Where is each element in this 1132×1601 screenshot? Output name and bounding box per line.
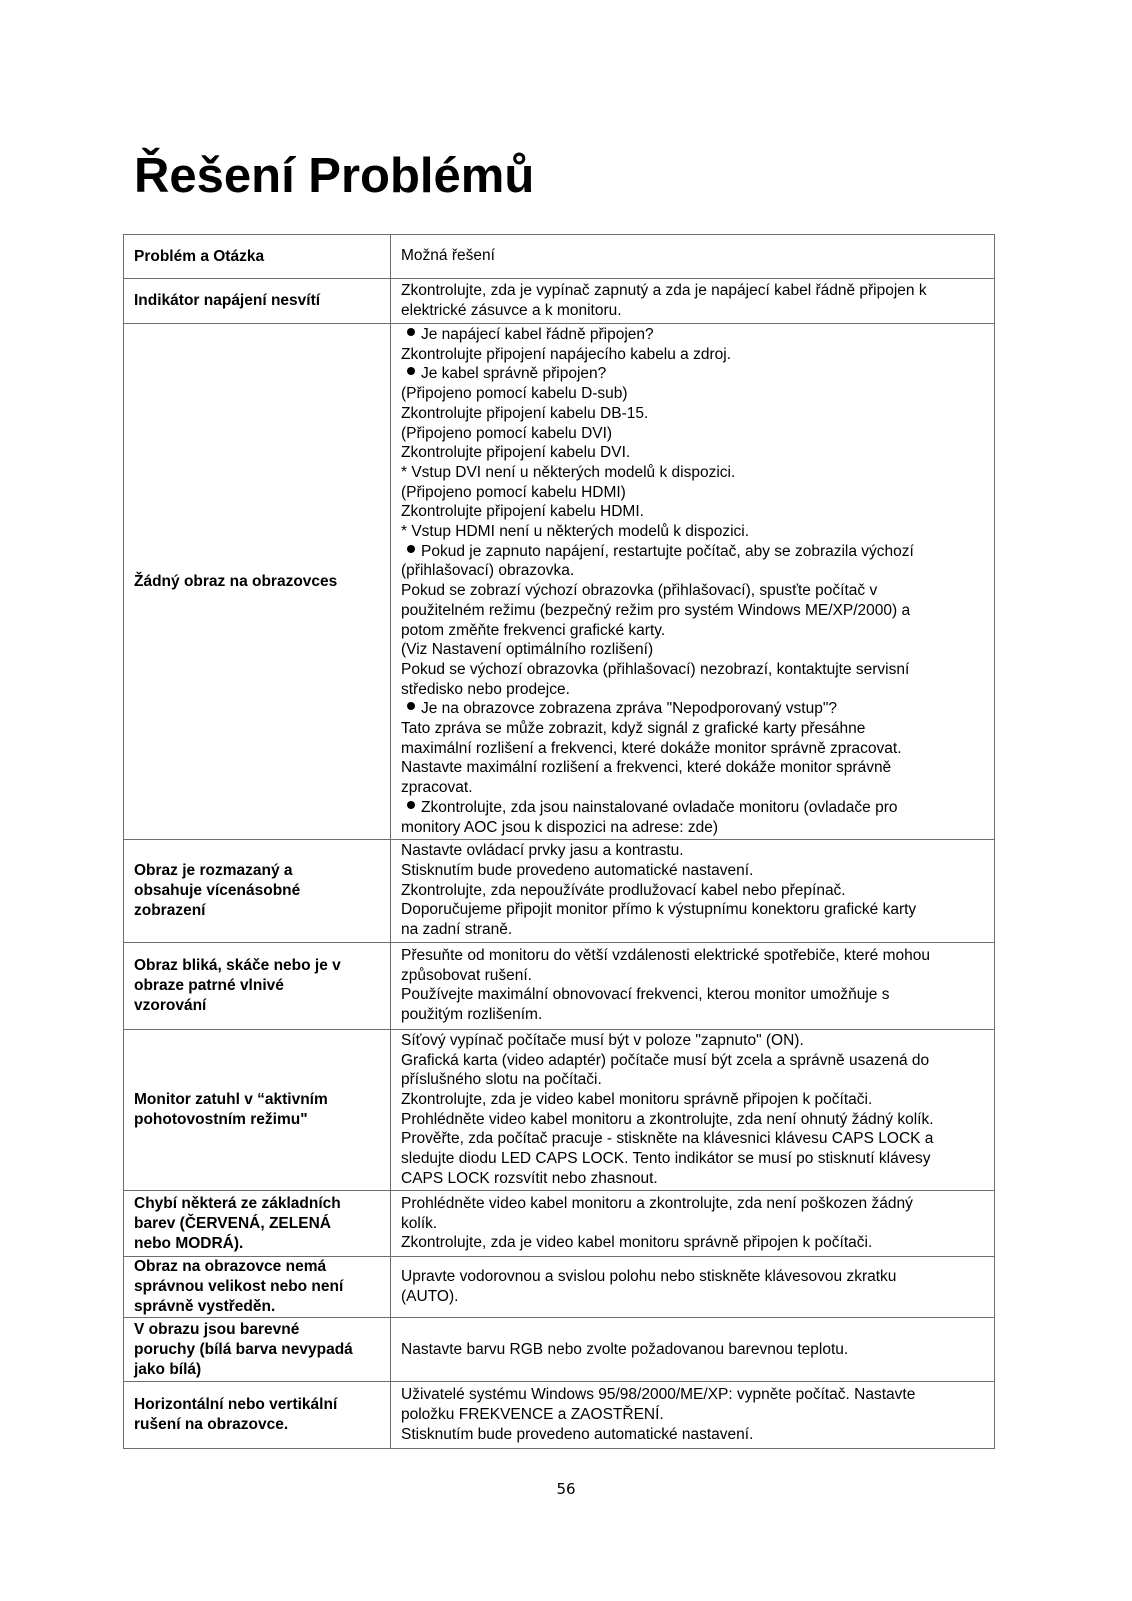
solution-text: položku FREKVENCE a ZAOSTŘENÍ. (401, 1406, 664, 1424)
problem-cell (124, 279, 391, 324)
solution-text: Pokud se zobrazí výchozí obrazovka (přihlašovací), spusťte počítač v (401, 582, 878, 600)
solution-line (401, 881, 986, 901)
solution-line (401, 384, 986, 404)
solution-cell (391, 1382, 995, 1449)
problem-cell (124, 942, 391, 1029)
solution-text: (Připojeno pomocí kabelu D-sub) (401, 385, 628, 403)
solution-text: Pokud je zapnuto napájení, restartujte počítač, aby se zobrazila výchozí (421, 542, 914, 560)
table-row (124, 1191, 995, 1257)
problem-text-line: nebo MODRÁ). (134, 1234, 244, 1252)
table-row (124, 1257, 995, 1318)
solution-text: Používejte maximální obnovovací frekvenci, kterou monitor umožňuje s (401, 986, 890, 1004)
solution-column-header: Možná řešení (391, 235, 995, 279)
solution-line (401, 798, 986, 818)
solution-line (401, 1129, 986, 1149)
solution-cell (391, 324, 995, 840)
problem-text-line: Obraz bliká, skáče nebo je v (134, 956, 341, 974)
solution-cell (391, 1191, 995, 1257)
table-row (124, 279, 995, 324)
solution-line (401, 920, 986, 940)
problem-text-line: jako bílá) (134, 1360, 202, 1378)
solution-text: Zkontrolujte připojení kabelu DVI. (401, 444, 631, 462)
problem-text-line: pohotovostním režimu" (134, 1111, 308, 1129)
solution-text: Síťový vypínač počítače musí být v poloze "zapnuto" (ON). (401, 1031, 804, 1049)
table-body (124, 235, 995, 1449)
solution-text: Nastavte barvu RGB nebo zvolte požadovanou barevnou teplotu. (401, 1340, 849, 1358)
solution-line (401, 1005, 986, 1025)
problem-text-line: správně vystředěn. (134, 1298, 276, 1316)
solution-line (401, 1070, 986, 1090)
solution-text: Upravte vodorovnou a svislou polohu nebo stiskněte klávesovou zkratku (401, 1268, 897, 1286)
solution-line (401, 1425, 986, 1445)
solution-line (401, 1031, 986, 1051)
solution-cell (391, 1029, 995, 1191)
table-row (124, 324, 995, 840)
solution-line (401, 946, 986, 966)
solution-line (401, 1110, 986, 1130)
solution-text: Přesuňte od monitoru do větší vzdálenosti elektrické spotřebiče, které mohou (401, 946, 930, 964)
problem-cell (124, 1382, 391, 1449)
table-row (124, 1382, 995, 1449)
bullet-icon (407, 367, 415, 375)
solution-text: Zkontrolujte, zda je video kabel monitoru správně připojen k počítači. (401, 1090, 873, 1108)
problem-text-line: V obrazu jsou barevné (134, 1320, 300, 1338)
problem-cell (124, 1257, 391, 1318)
problem-text-line: Monitor zatuhl v “aktivním (134, 1091, 328, 1109)
solution-text: maximální rozlišení a frekvenci, které dokáže monitor správně zpracovat. (401, 739, 902, 757)
problem-text-line: správnou velikost nebo není (134, 1278, 344, 1296)
solution-text: (Viz Nastavení optimálního rozlišení) (401, 641, 654, 659)
solution-line (401, 1090, 986, 1110)
problem-text-line: obsahuje vícenásobné (134, 882, 301, 900)
problem-text-line: Chybí některá ze základních (134, 1194, 341, 1212)
solution-line (401, 443, 986, 463)
solution-text: Nastavte maximální rozlišení a frekvenci, které dokáže monitor správně (401, 759, 892, 777)
solution-text: Nastavte ovládací prvky jasu a kontrastu. (401, 842, 684, 860)
problem-text-line: obraze patrné vlnivé (134, 976, 284, 994)
solution-line (401, 778, 986, 798)
solution-text: Grafická karta (video adaptér) počítače musí být zcela a správně usazená do (401, 1051, 930, 1069)
problem-text-line: vzorování (134, 996, 207, 1014)
problem-cell (124, 1191, 391, 1257)
problem-cell (124, 324, 391, 840)
solution-line (401, 1051, 986, 1071)
solution-line (401, 660, 986, 680)
problem-text-line: Horizontální nebo vertikální (134, 1396, 338, 1414)
solution-text: Prověřte, zda počítač pracuje - stiskněte na klávesnici klávesu CAPS LOCK a (401, 1130, 934, 1148)
solution-text: Uživatelé systému Windows 95/98/2000/ME/XP: vypněte počítač. Nastavte (401, 1386, 916, 1404)
solution-text: středisko nebo prodejce. (401, 680, 570, 698)
problem-text-line: zobrazení (134, 902, 206, 920)
bullet-icon (407, 328, 415, 336)
solution-cell (391, 942, 995, 1029)
solution-line (401, 325, 986, 345)
solution-text: použitelném režimu (bezpečný režim pro systém Windows ME/XP/2000) a (401, 601, 911, 619)
solution-text: Doporučujeme připojit monitor přímo k výstupnímu konektoru grafické karty (401, 901, 917, 919)
solution-text: na zadní straně. (401, 921, 513, 939)
solution-line (401, 1233, 986, 1253)
solution-line (401, 463, 986, 483)
solution-text: sledujte diodu LED CAPS LOCK. Tento indikátor se musí po stisknutí klávesy (401, 1150, 931, 1168)
solution-text: Zkontrolujte připojení napájecího kabelu a zdroj. (401, 345, 732, 363)
problem-text-line: poruchy (bílá barva nevypadá (134, 1340, 353, 1358)
solution-line (401, 364, 986, 384)
problem-text-line: Obraz je rozmazaný a (134, 862, 293, 880)
solution-line (401, 345, 986, 365)
solution-text: Zkontrolujte připojení kabelu DB-15. (401, 404, 649, 422)
solution-line (401, 861, 986, 881)
solution-line (401, 502, 986, 522)
page-number: 56 (556, 1480, 576, 1498)
solution-text: Je napájecí kabel řádně připojen? (421, 326, 654, 343)
solution-text: * Vstup HDMI není u některých modelů k dispozici. (401, 523, 750, 541)
solution-text: způsobovat rušení. (401, 966, 532, 984)
solution-text: Tato zpráva se může zobrazit, když signál z grafické karty přesáhne (401, 720, 866, 738)
solution-text: Zkontrolujte, zda jsou nainstalované ovladače monitoru (ovladače pro (421, 798, 898, 816)
solution-text: Zkontrolujte, zda je video kabel monitoru správně připojen k počítači. (401, 1234, 873, 1252)
solution-text: Zkontrolujte, zda je vypínač zapnutý a zda je napájecí kabel řádně připojen k (401, 281, 927, 299)
solution-line (401, 1267, 986, 1287)
table-header-row (124, 235, 995, 279)
solution-text: kolík. (401, 1214, 438, 1232)
page-title: Řešení Problémů (134, 149, 535, 203)
solution-text: použitým rozlišením. (401, 1006, 543, 1023)
solution-line (401, 739, 986, 759)
solution-text: zpracovat. (401, 779, 473, 797)
solution-line (401, 1214, 986, 1234)
solution-text: (Připojeno pomocí kabelu DVI) (401, 424, 613, 442)
problem-text-line: Indikátor napájení nesvítí (134, 292, 321, 309)
bullet-icon (407, 702, 415, 710)
solution-line (401, 1169, 986, 1189)
solution-text: příslušného slotu na počítači. (401, 1071, 602, 1089)
solution-text: Zkontrolujte, zda nepoužíváte prodlužovací kabel nebo přepínač. (401, 881, 846, 899)
problem-column-header: Problém a Otázka (124, 235, 391, 279)
solution-text: Je na obrazovce zobrazena zpráva "Nepodporovaný vstup"? (421, 700, 837, 718)
solution-text: Prohlédněte video kabel monitoru a zkontrolujte, zda není poškozen žádný (401, 1194, 913, 1212)
solution-cell (391, 1318, 995, 1382)
solution-text: Stisknutím bude provedeno automatické nastavení. (401, 1425, 754, 1443)
problem-text-line: rušení na obrazovce. (134, 1416, 289, 1434)
solution-line (401, 483, 986, 503)
solution-cell (391, 279, 995, 324)
solution-text: elektrické zásuvce a k monitoru. (401, 301, 622, 319)
solution-line (401, 758, 986, 778)
solution-line (401, 581, 986, 601)
solution-line (401, 621, 986, 641)
solution-text: monitory AOC jsou k dispozici na adrese: zde) (401, 818, 719, 836)
problem-cell (124, 1029, 391, 1191)
problem-cell (124, 840, 391, 943)
problem-text-line: barev (ČERVENÁ, ZELENÁ (134, 1214, 331, 1232)
table-row (124, 840, 995, 943)
solution-line (401, 1340, 986, 1360)
bullet-icon (407, 545, 415, 553)
solution-line (401, 561, 986, 581)
solution-text: Zkontrolujte připojení kabelu HDMI. (401, 503, 644, 521)
solution-text: potom změňte frekvenci grafické karty. (401, 621, 666, 639)
solution-line (401, 699, 986, 719)
solution-cell (391, 1257, 995, 1318)
solution-text: (AUTO). (401, 1287, 459, 1305)
problem-text-line: Obraz na obrazovce nemá (134, 1258, 327, 1276)
solution-cell (391, 840, 995, 943)
solution-line (401, 1287, 986, 1307)
problem-cell (124, 1318, 391, 1382)
solution-line (401, 601, 986, 621)
solution-line (401, 966, 986, 986)
solution-text: (Připojeno pomocí kabelu HDMI) (401, 483, 626, 501)
solution-text: Je kabel správně připojen? (421, 365, 607, 383)
troubleshooting-table (123, 234, 995, 1449)
solution-line (401, 841, 986, 861)
solution-text: Pokud se výchozí obrazovka (přihlašovací) nezobrazí, kontaktujte servisní (401, 660, 910, 678)
solution-text: Prohlédněte video kabel monitoru a zkontrolujte, zda není ohnutý žádný kolík. (401, 1110, 934, 1128)
solution-line (401, 640, 986, 660)
solution-line (401, 404, 986, 424)
solution-line (401, 900, 986, 920)
solution-line (401, 542, 986, 562)
solution-line (401, 1385, 986, 1405)
solution-text: CAPS LOCK rozsvítit nebo zhasnout. (401, 1169, 658, 1187)
solution-text: Stisknutím bude provedeno automatické nastavení. (401, 861, 754, 879)
table-row (124, 1029, 995, 1191)
problem-text-line: Žádný obraz na obrazovces (134, 572, 338, 590)
bullet-icon (407, 801, 415, 809)
solution-text: (přihlašovací) obrazovka. (401, 562, 575, 580)
solution-line (401, 301, 986, 321)
solution-line (401, 1149, 986, 1169)
solution-line (401, 281, 986, 301)
solution-line (401, 818, 986, 838)
solution-line (401, 1194, 986, 1214)
solution-line (401, 985, 986, 1005)
solution-line (401, 719, 986, 739)
solution-line (401, 424, 986, 444)
solution-line (401, 1405, 986, 1425)
solution-text: * Vstup DVI není u některých modelů k dispozici. (401, 463, 736, 481)
table-row (124, 1318, 995, 1382)
table-row (124, 942, 995, 1029)
solution-line (401, 680, 986, 700)
solution-line (401, 522, 986, 542)
